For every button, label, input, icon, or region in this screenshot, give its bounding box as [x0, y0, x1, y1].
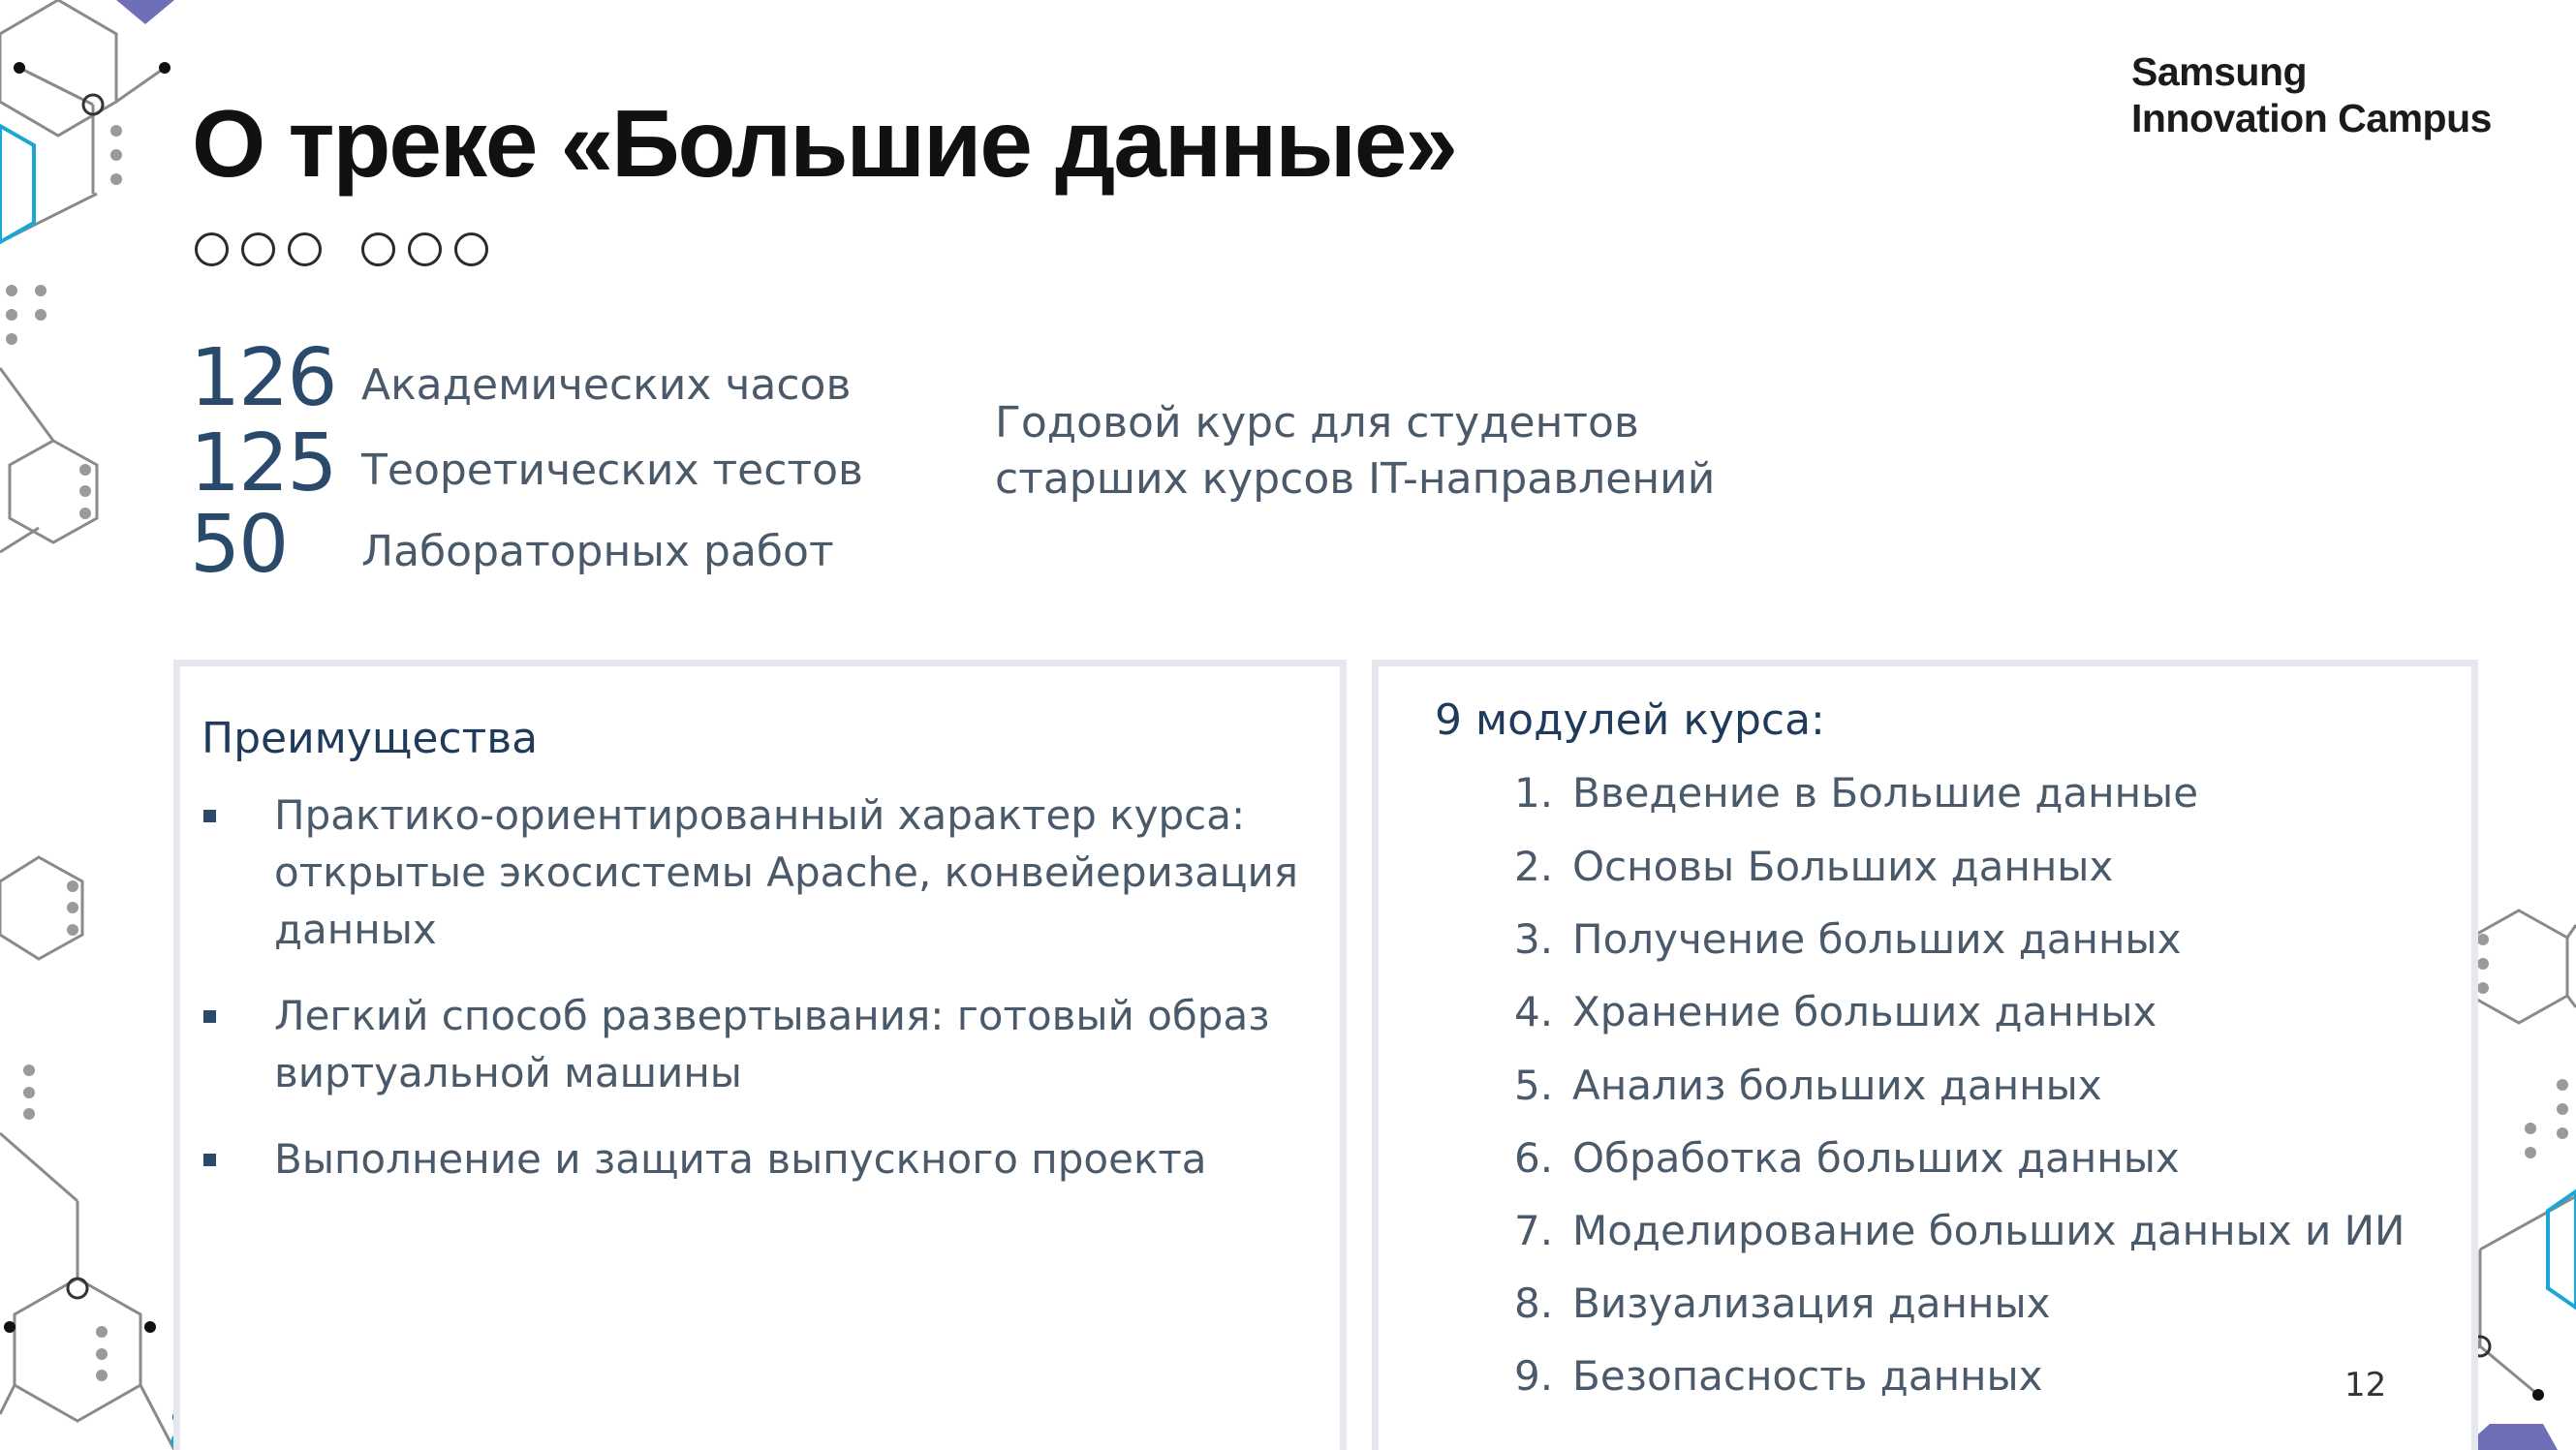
module-title: Обработка больших данных [1572, 1134, 2180, 1182]
modules-heading: 9 модулей курса: [1435, 695, 1825, 745]
circle-icon [408, 232, 442, 266]
module-title: Моделирование больших данных и ИИ [1572, 1207, 2405, 1254]
stat-label: Академических часов [361, 360, 852, 410]
advantage-item: Практико-ориентированный характер курса: открытые экосистемы Apache, конвейеризация данных [274, 791, 1299, 953]
module-title: Получение больших данных [1572, 915, 2182, 963]
stat-label: Теоретических тестов [361, 446, 863, 495]
logo-line-1: Samsung [2131, 49, 2308, 94]
course-description [995, 395, 1715, 508]
description-line-2: старших курсов IT-направлений [995, 454, 1716, 504]
bullet-icon [203, 810, 216, 822]
module-title: Безопасность данных [1572, 1352, 2043, 1400]
circle-icon [241, 232, 275, 266]
circle-icon [288, 232, 322, 266]
module-number: 5. [1514, 1062, 1554, 1109]
circle-icon [195, 232, 229, 266]
module-title: Основы Больших данных [1572, 843, 2114, 890]
page-title: О треке «Большие данные» [192, 90, 1456, 197]
advantages-card [173, 660, 1347, 1450]
stat-value: 125 [190, 417, 336, 509]
samsung-innovation-campus-logo [2131, 48, 2492, 141]
description-line-1: Годовой курс для студентов [995, 398, 1639, 447]
module-title: Анализ больших данных [1572, 1062, 2102, 1109]
page-number: 12 [2344, 1366, 2387, 1404]
advantage-item: Выполнение и защита выпускного проекта [274, 1135, 1207, 1183]
module-number: 2. [1514, 843, 1554, 890]
stat-label: Лабораторных работ [361, 527, 834, 576]
module-number: 1. [1514, 769, 1554, 817]
module-title: Введение в Большие данные [1572, 769, 2199, 817]
module-title: Визуализация данных [1572, 1280, 2051, 1327]
modules-card [1372, 660, 2478, 1450]
module-number: 7. [1514, 1207, 1554, 1254]
module-number: 9. [1514, 1352, 1554, 1400]
logo-line-2: Innovation Campus [2131, 96, 2492, 140]
circle-icon [454, 232, 488, 266]
module-title: Хранение больших данных [1572, 988, 2157, 1035]
module-number: 4. [1514, 988, 1554, 1035]
module-number: 8. [1514, 1280, 1554, 1327]
module-number: 6. [1514, 1134, 1554, 1182]
module-number: 3. [1514, 915, 1554, 963]
circle-icon [361, 232, 395, 266]
bullet-icon [203, 1010, 216, 1023]
stat-value: 126 [190, 332, 336, 424]
stat-value: 50 [190, 499, 288, 591]
advantages-heading: Преимущества [202, 714, 539, 763]
bullet-icon [203, 1154, 216, 1166]
advantage-item: Легкий способ развертывания: готовый образ виртуальной машины [274, 992, 1270, 1096]
